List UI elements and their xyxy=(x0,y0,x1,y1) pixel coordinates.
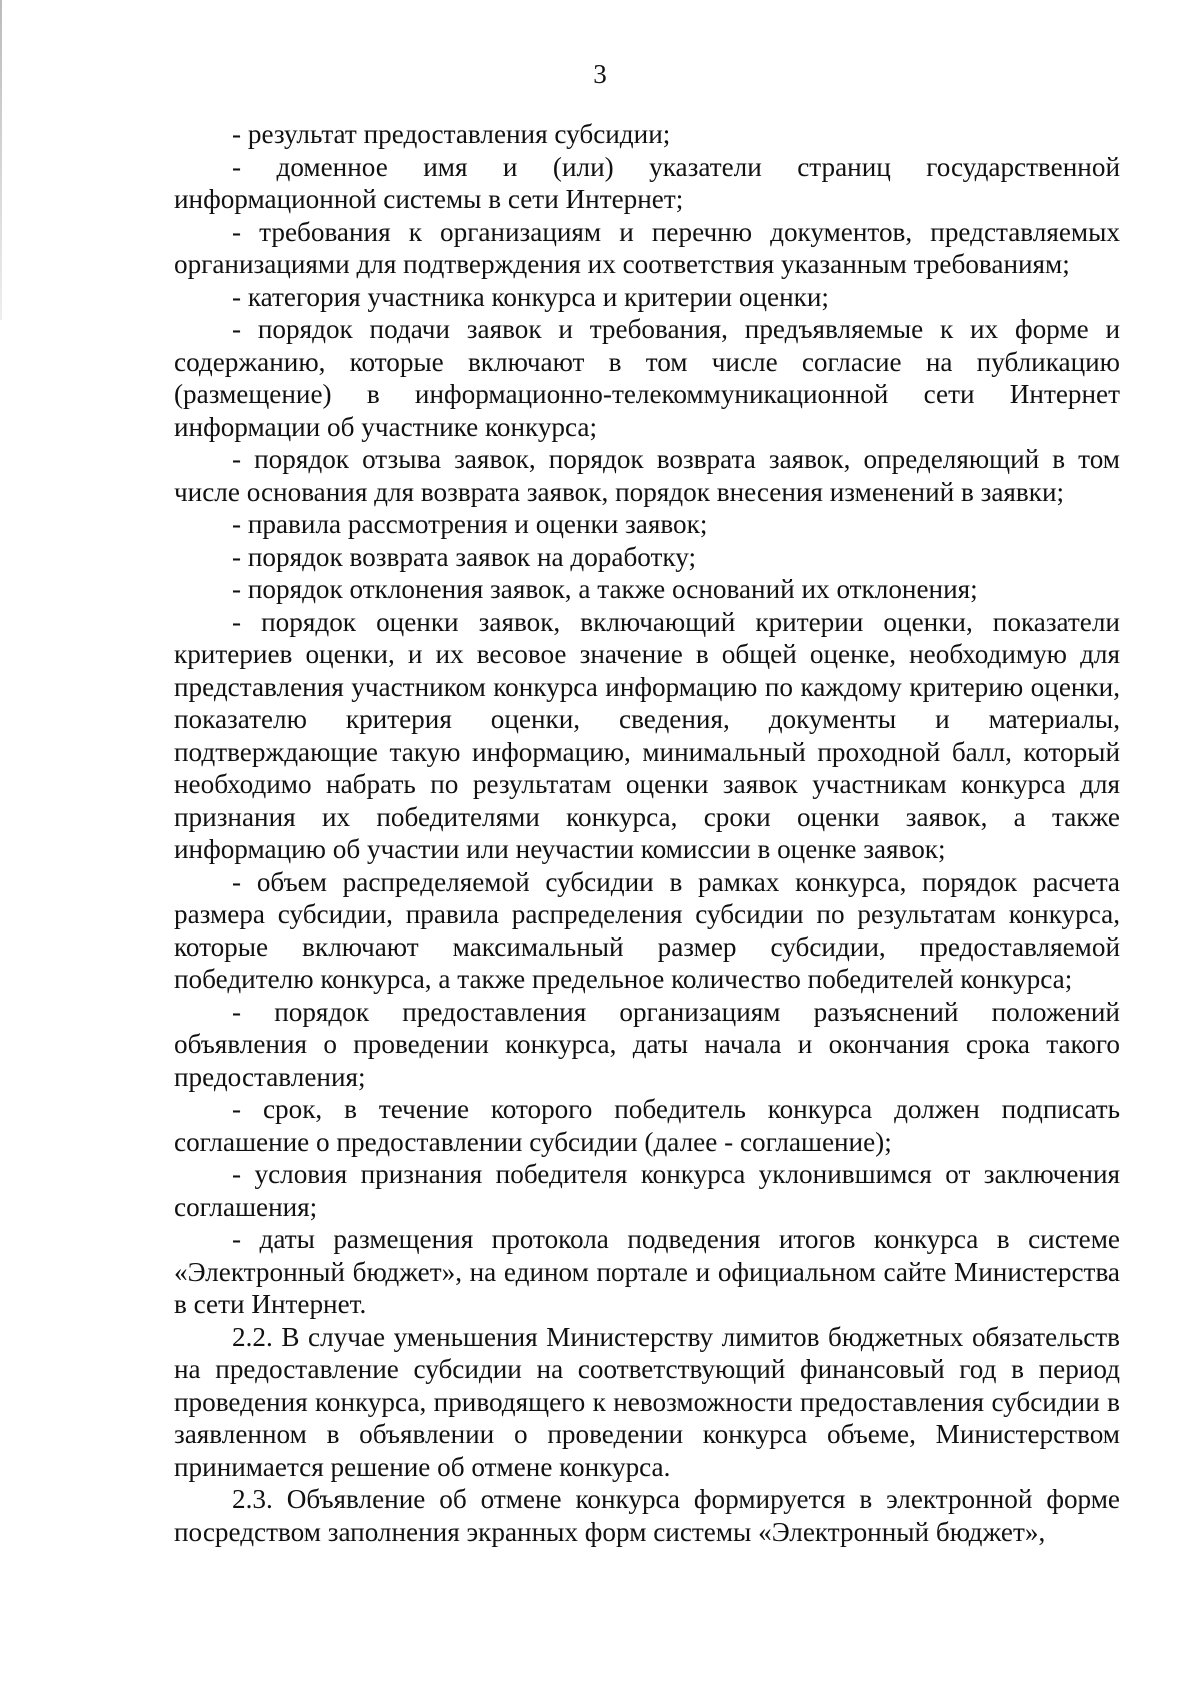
paragraph: - объем распределяемой субсидии в рамках конкурса, порядок расчета размера субсидии, правила распределения субсидии по результатам конкурса, которые включают максимальный размер субсидии, предоставляемой победителю конкурса, а также предельное количество победителей конкурса; xyxy=(174,866,1120,994)
paragraph: 2.2. В случае уменьшения Министерству лимитов бюджетных обязательств на предоставление субсидии на соответствующий финансовый год в период проведения конкурса, приводящего к невозможности предоставления субсидии в заявленном в объявлении о проведении конкурса объеме, Министерством принимается решение об отмене конкурса. xyxy=(174,1321,1120,1482)
paragraph: - порядок предоставления организациям разъяснений положений объявления о проведении конкурса, даты начала и окончания срока такого предоставления; xyxy=(174,996,1120,1092)
document-body xyxy=(174,118,1120,1548)
paragraph: - категория участника конкурса и критерии оценки; xyxy=(232,281,829,312)
paragraph: - порядок оценки заявок, включающий критерии оценки, показатели критериев оценки, и их весовое значение в общей оценке, необходимую для представления участником конкурса информацию по каждому критерию оценки, показателю критерия оценки, сведения, документы и материалы, подтверждающие такую информацию, минимальный проходной балл, который необходимо набрать по результатам оценки заявок участникам конкурса для признания их победителями конкурса, сроки оценки заявок, а также информацию об участии или неучастии комиссии в оценке заявок; xyxy=(174,606,1120,864)
paragraph: - условия признания победителя конкурса уклонившимся от заключения соглашения; xyxy=(174,1159,1120,1222)
paragraph: - требования к организациям и перечню документов, представляемых организациями для подтверждения их соответствия указанным требованиям; xyxy=(174,216,1120,279)
paragraph: - порядок отклонения заявок, а также оснований их отклонения; xyxy=(232,574,978,604)
page-number: 3 xyxy=(593,59,607,89)
paragraph: - правила рассмотрения и оценки заявок; xyxy=(232,509,708,539)
scan-edge xyxy=(0,0,2,320)
paragraph: - порядок отзыва заявок, порядок возврата заявок, определяющий в том числе основания для возврата заявок, порядок внесения изменений в заявки; xyxy=(174,444,1120,507)
paragraph: 2.3. Объявление об отмене конкурса формируется в электронной форме посредством заполнения экранных форм системы «Электронный бюджет», xyxy=(174,1484,1120,1547)
paragraph: - срок, в течение которого победитель конкурса должен подписать соглашение о предоставлении субсидии (далее - соглашение); xyxy=(174,1094,1120,1157)
paragraph: - порядок возврата заявок на доработку; xyxy=(232,541,697,572)
paragraph: - даты размещения протокола подведения итогов конкурса в системе «Электронный бюджет», на едином портале и официальном сайте Министерства в сети Интернет. xyxy=(174,1224,1120,1319)
paragraph: - доменное имя и (или) указатели страниц государственной информационной системы в сети Интернет; xyxy=(174,151,1120,214)
paragraph: - порядок подачи заявок и требования, предъявляемые к их форме и содержанию, которые включают в том числе согласие на публикацию (размещение) в информационно-телекоммуникационной сети Интернет информации об участнике конкурса; xyxy=(174,314,1120,442)
paragraph: - результат предоставления субсидии; xyxy=(232,119,671,149)
